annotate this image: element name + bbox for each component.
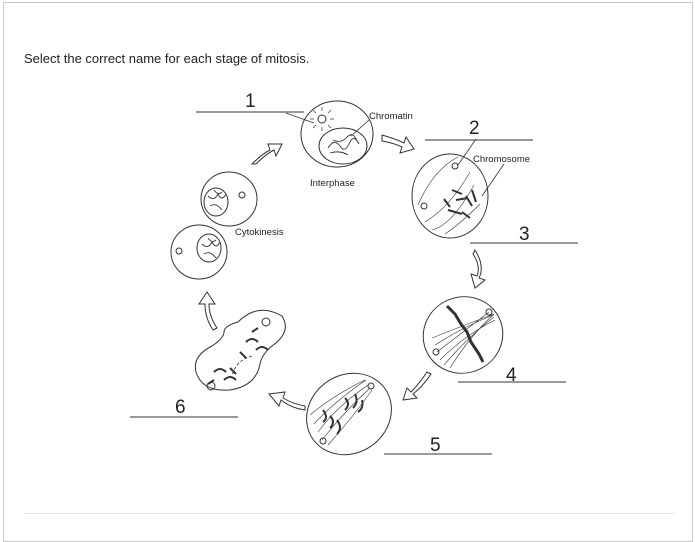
stage-number-2: 2 xyxy=(469,118,480,139)
question-instruction: Select the correct name for each stage of mitosis. xyxy=(24,51,310,66)
interphase-label: Interphase xyxy=(310,178,355,189)
arrow-metaphase-to-anaphase xyxy=(403,372,431,400)
arrow-interphase-to-prophase xyxy=(382,135,414,153)
stage-number-3: 3 xyxy=(519,224,530,245)
chromatin-label: Chromatin xyxy=(369,111,413,122)
metaphase-cell xyxy=(412,286,513,385)
stage-number-5: 5 xyxy=(430,435,441,456)
stage-number-6: 6 xyxy=(175,397,186,418)
cytokinesis-label: Cytokinesis xyxy=(235,227,284,238)
prophase-cell xyxy=(412,154,488,238)
arrow-cytokinesis-to-interphase xyxy=(252,144,282,164)
stage-number-1: 1 xyxy=(245,91,256,112)
arrow-telophase-to-cytokinesis xyxy=(199,292,217,330)
arrow-anaphase-to-telophase xyxy=(269,392,305,410)
arrow-prophase-to-metaphase xyxy=(471,250,485,288)
chromosome-label: Chromosome xyxy=(473,154,531,165)
cytokinesis-cells xyxy=(171,172,257,279)
stage-number-4: 4 xyxy=(506,365,517,386)
bottom-divider xyxy=(24,513,674,514)
stage-1-pointer xyxy=(286,113,314,123)
interphase-cell xyxy=(301,101,373,167)
